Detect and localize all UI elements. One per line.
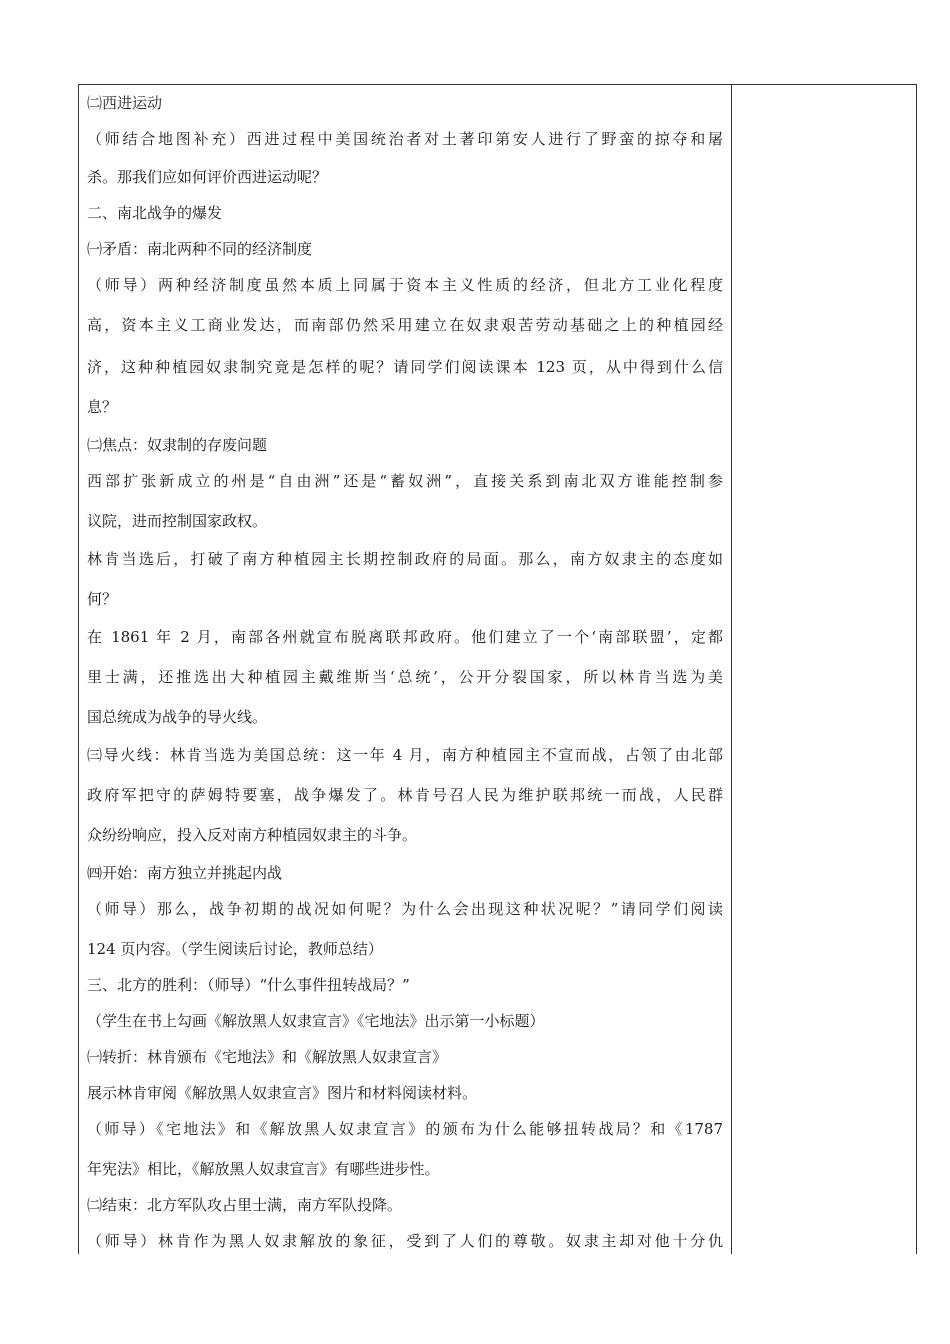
text-line: 议院，进而控制国家政权。 bbox=[87, 512, 268, 530]
text-line: 西部扩张新成立的州是“自由洲”还是“蓄奴洲”，直接关系到南北双方谁能控制参 bbox=[87, 472, 723, 490]
text-line: 何？ bbox=[87, 590, 118, 608]
text-line: 国总统成为战争的导火线。 bbox=[87, 708, 268, 726]
text-line: 124 页内容。（学生阅读后讨论，教师总结） bbox=[87, 940, 383, 958]
text-line: ㈡焦点：奴隶制的存废问题 bbox=[87, 436, 268, 454]
text-line: （师导）两种经济制度虽然本质上同属于资本主义性质的经济，但北方工业化程度 bbox=[87, 276, 723, 294]
text-line: 林肯当选后，打破了南方种植园主长期控制政府的局面。那么，南方奴隶主的态度如 bbox=[87, 550, 723, 568]
text-line: 众纷纷响应，投入反对南方种植园奴隶主的斗争。 bbox=[87, 826, 418, 844]
text-line: ㈢导火线：林肯当选为美国总统：这一年 4 月，南方种植园主不宣而战，占领了由北部 bbox=[87, 746, 723, 764]
text-line: （师结合地图补充）西进过程中美国统治者对土著印第安人进行了野蛮的掠夺和屠 bbox=[87, 130, 723, 148]
text-line: （师导）林肯作为黑人奴隶解放的象征，受到了人们的尊敬。奴隶主却对他十分仇 bbox=[87, 1232, 723, 1250]
text-line: 息？ bbox=[87, 398, 118, 416]
text-line: ㈡结束：北方军队攻占里士满，南方军队投降。 bbox=[87, 1196, 403, 1214]
text-line: 政府军把守的萨姆特要塞，战争爆发了。林肯号召人民为维护联邦统一而战，人民群 bbox=[87, 786, 723, 804]
notes-cell bbox=[732, 85, 916, 1254]
text-line: （师导）那么，战争初期的战况如何呢？为什么会出现这种状况呢？”请同学们阅读 bbox=[87, 900, 723, 918]
lesson-content-cell bbox=[79, 85, 731, 1254]
text-line: （师导）《宅地法》和《解放黑人奴隶宣言》的颁布为什么能够扭转战局？和《1787 bbox=[87, 1120, 723, 1138]
text-line: ㈣开始：南方独立并挑起内战 bbox=[87, 864, 283, 882]
text-line: 济，这种种植园奴隶制究竟是怎样的呢？请同学们阅读课本 123 页，从中得到什么信 bbox=[87, 358, 723, 376]
text-line: 杀。那我们应如何评价西进运动呢？ bbox=[87, 168, 328, 186]
text-line: ㈡西进运动 bbox=[87, 94, 163, 112]
text-line: （学生在书上勾画《解放黑人奴隶宣言》《宅地法》出示第一小标题） bbox=[87, 1012, 545, 1030]
text-line: 展示林肯审阅《解放黑人奴隶宣言》图片和材料阅读材料。 bbox=[87, 1084, 478, 1102]
text-line: 高，资本主义工商业发达，而南部仍然采用建立在奴隶艰苦劳动基础之上的种植园经 bbox=[87, 316, 723, 334]
text-line: 三、北方的胜利：（师导）“什么事件扭转战局？” bbox=[87, 976, 410, 994]
text-line: 年宪法》相比，《解放黑人奴隶宣言》有哪些进步性。 bbox=[87, 1160, 440, 1178]
text-line: 二、南北战争的爆发 bbox=[87, 204, 223, 222]
text-line: ㈠转折：林肯颁布《宅地法》和《解放黑人奴隶宣言》 bbox=[87, 1048, 448, 1066]
text-line: 里士满，还推选出大种植园主戴维斯当‘总统’，公开分裂国家，所以林肯当选为美 bbox=[87, 668, 723, 686]
text-line: 在 1861 年 2 月，南部各州就宣布脱离联邦政府。他们建立了一个‘南部联盟’，定都 bbox=[87, 628, 723, 646]
text-line: ㈠矛盾：南北两种不同的经济制度 bbox=[87, 240, 313, 258]
lesson-table bbox=[78, 84, 917, 1254]
